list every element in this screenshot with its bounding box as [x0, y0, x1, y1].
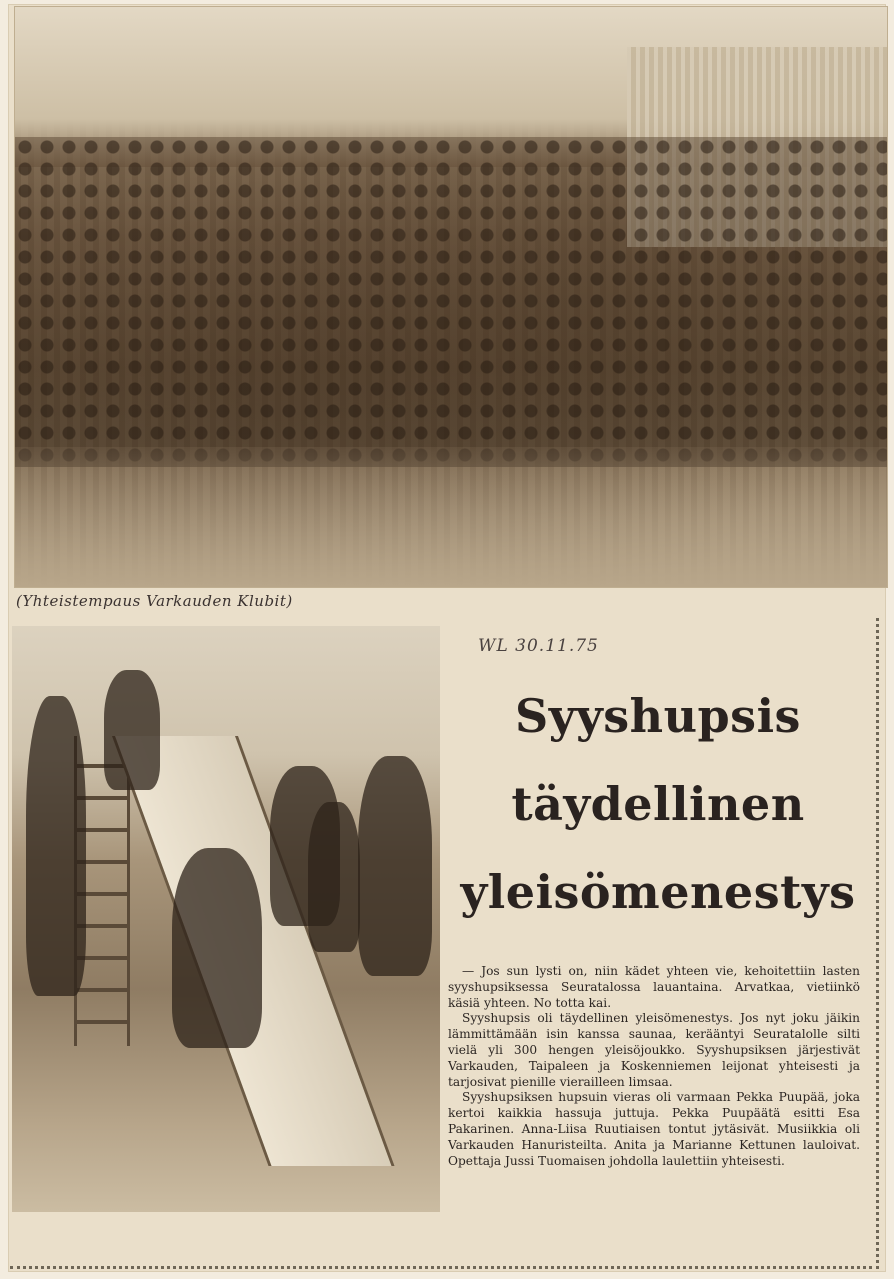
- headline-line-2: täydellinen: [511, 777, 805, 831]
- article-body: [448, 964, 860, 1169]
- headline-line-1: Syyshupsis: [515, 689, 801, 743]
- handwritten-date: WL 30.11.75: [478, 636, 599, 656]
- adult-figure: [26, 696, 86, 996]
- hall-floor: [15, 447, 887, 587]
- child-sliding: [172, 848, 262, 1048]
- paragraph-2: Syyshupsis oli täydellinen yleisömenestys. Jos nyt joku jäikin lämmittämään isin kanssa saunaa, kerääntyi Seuratalolle silti vielä yli 300 hengen yleisöjoukko. Syyshupsiksen järjestivät Varkauden, Taipaleen ja Koskenniemen leijonat yhteisesti ja tarjosivat pienille vierailleen limsaa.: [448, 1011, 860, 1089]
- audience-photo: [14, 6, 888, 588]
- seated-adult-right: [358, 756, 432, 976]
- handwritten-caption: (Yhteistempaus Varkauden Klubit): [16, 592, 293, 610]
- crowd-of-children: [15, 137, 887, 467]
- child-on-ladder: [104, 670, 160, 790]
- paragraph-3: Syyshupsiksen hupsuin vieras oli varmaan Pekka Puupää, joka kertoi kaikkia hassuja juttuja. Pekka Puupäätä esitti Esa Pakarinen. Anna-Liisa Ruutiaisen tontut jytäsivät. Musiikkia oli Varkauden Hanuristeilta. Anita ja Marianne Kettunen lauloivat. Opettaja Jussi Tuomaisen johdolla laulettiin yhteisesti.: [448, 1090, 860, 1168]
- headline-line-3: yleisömenestys: [460, 865, 856, 919]
- article-headline: [448, 672, 868, 936]
- paragraph-1: — Jos sun lysti on, niin kädet yhteen vie, kehoitettiin lasten syyshupsiksessa Seuratalossa lauantaina. Arvatkaa, vietiinkö käsiä yhteen. No totta kai.: [448, 964, 860, 1010]
- slide-photo: [12, 626, 440, 1212]
- seated-child: [308, 802, 360, 952]
